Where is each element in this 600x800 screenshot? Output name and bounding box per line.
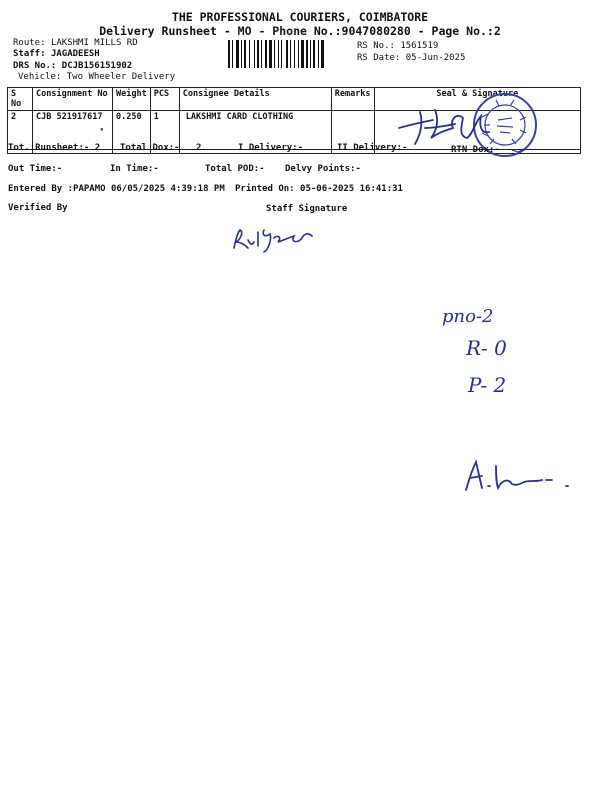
- drs-line: [13, 61, 132, 71]
- cell-weight: 0.250: [113, 111, 151, 154]
- col-sno: S No: [8, 88, 33, 111]
- out-time: Out Time:-: [8, 164, 63, 174]
- drs-value: DCJB156151902: [61, 61, 133, 71]
- handwritten-r: R- 0: [466, 336, 507, 360]
- col-seal: Seal & Signature: [374, 88, 580, 111]
- col-remarks: Remarks: [331, 88, 374, 111]
- check-mark: ▪: [100, 126, 104, 133]
- staff-label: Staff:: [13, 49, 46, 59]
- drs-label: DRS No.:: [13, 61, 57, 71]
- cell-sno: 2: [8, 111, 33, 154]
- staff-signature-label: Staff Signature: [266, 204, 348, 214]
- rtn-dox: RTN Dox:-: [451, 145, 500, 155]
- total-runsheet: Tot. Runsheet:- 2: [8, 143, 101, 153]
- barcode: [228, 40, 352, 68]
- receiver-signature: [395, 98, 505, 148]
- initials-signature: [462, 456, 582, 496]
- vehicle-line: Vehicle: Two Wheeler Delivery: [18, 72, 176, 82]
- company-title: THE PROFESSIONAL COURIERS, COIMBATORE: [171, 10, 429, 24]
- staff-handwritten-signature: [228, 220, 328, 256]
- col-weight: Weight: [113, 88, 151, 111]
- runsheet-title: Delivery Runsheet - MO - Phone No.:9047080280 - Page No.:2: [99, 24, 501, 38]
- cell-consignee: LAKSHMI CARD CLOTHING: [179, 111, 331, 154]
- printed-on: Printed On: 05-06-2025 16:41:31: [235, 184, 403, 194]
- handwritten-p: P- 2: [468, 373, 507, 397]
- route-label: Route:: [13, 38, 46, 48]
- staff-value: JAGADEESH: [50, 49, 100, 59]
- handwritten-pno: pno-2: [442, 306, 494, 327]
- in-time: In Time:-: [110, 164, 159, 174]
- route-line: [13, 38, 138, 48]
- rs-date: RS Date: 05-Jun-2025: [357, 53, 466, 63]
- total-dox-value: 2: [196, 143, 202, 153]
- entered-by: Entered By :PAPAMO 06/05/2025 4:39:18 PM: [8, 184, 225, 194]
- col-pcs: PCS: [150, 88, 179, 111]
- col-consignment: Consignment No: [33, 88, 113, 111]
- delvy-points: Delvy Points:-: [285, 164, 361, 174]
- route-value: LAKSHMI MILLS RD: [50, 38, 138, 48]
- cell-pcs: 1: [150, 111, 179, 154]
- rs-number: RS No.: 1561519: [357, 41, 439, 51]
- ii-delivery: II Delivery:-: [337, 143, 408, 153]
- verified-by: Verified By: [8, 203, 68, 213]
- i-delivery: I Delivery:-: [238, 143, 304, 153]
- cell-consignment: CJB 521917617: [33, 111, 113, 154]
- staff-line: [13, 49, 100, 59]
- total-pod: Total POD:-: [205, 164, 265, 174]
- col-consignee: Consignee Details: [179, 88, 331, 111]
- total-dox-label: Total Dox:-: [120, 143, 180, 153]
